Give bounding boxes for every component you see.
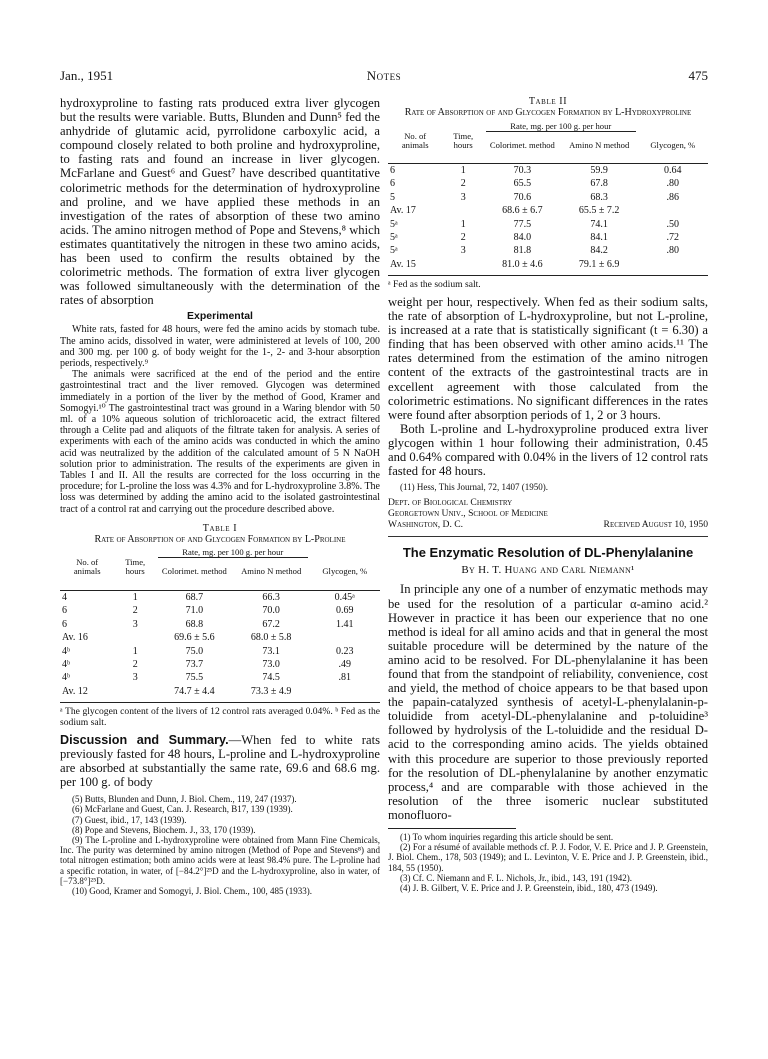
received-date: Received August 10, 1950 xyxy=(603,519,708,531)
table-1-row xyxy=(60,684,380,697)
table-1-cell: 73.0 xyxy=(262,658,280,670)
table-2-cell: 81.8 xyxy=(513,245,532,257)
table-2-cell: Av. 15 xyxy=(390,258,416,270)
table-1-cell: 4ᵇ xyxy=(62,645,71,657)
table-2-cell: 6 xyxy=(390,178,395,190)
table-2-cell: 68.3 xyxy=(590,191,608,203)
table-2-column-header: Time, hours xyxy=(453,130,474,150)
right-column xyxy=(388,96,708,893)
table-1-cell: 71.0 xyxy=(185,605,204,617)
table-2-cell: 5ᵃ xyxy=(390,218,398,230)
footnote-item: (10) Good, Kramer and Somogyi, J. Biol. Chem., 100, 485 (1933). xyxy=(72,886,312,897)
table-1-cell: 73.7 xyxy=(185,658,204,670)
footnote-item: (6) McFarlane and Guest, Can. J. Research, B17, 139 (1939). xyxy=(72,804,293,815)
table-2-column-header: Amino N method xyxy=(569,139,630,150)
table-1-cell: 4 xyxy=(62,591,67,603)
table-2-row xyxy=(388,244,708,257)
table-1-cell: 68.0 ± 5.8 xyxy=(250,632,292,644)
table-1-row xyxy=(60,631,380,644)
table-1-column-header: No. of animals xyxy=(73,557,101,577)
footnote-item: (1) To whom inquiries regarding this article should be sent. xyxy=(400,832,614,843)
table-1-cell xyxy=(114,684,156,697)
table-2-label: Table II xyxy=(528,96,568,107)
table-2-cell: 77.5 xyxy=(513,218,532,230)
table-2-cell: 0.64 xyxy=(664,165,682,177)
table-2-cell xyxy=(442,258,484,271)
table-1-span-header: Rate, mg. per 100 g. per hour xyxy=(158,548,308,558)
table-2-cell: 5ᵃ xyxy=(390,232,398,244)
table-2-cell: 65.5 xyxy=(513,178,532,190)
results-paragraph-2: Both L-proline and L-hydroxyproline produced extra liver glycogen within 1 hour following their administration, 0.45 and 0.64% compared with 0.04% in the livers of 12 control rats fasted for 48 hours. xyxy=(388,421,709,479)
table-1-title: Rate of Absorption of and Glycogen Formation by L-Proline xyxy=(94,533,346,545)
discussion-heading: Discussion and Summary. xyxy=(60,732,229,747)
table-2-cell: .50 xyxy=(666,218,680,230)
table-1-cell: Av. 16 xyxy=(62,632,88,644)
table-1-cell: 75.5 xyxy=(185,672,204,684)
table-2-cell: 2 xyxy=(460,232,466,244)
table-1-row xyxy=(60,590,380,604)
table-2-cell: .72 xyxy=(666,232,680,244)
article-paragraph-1: In principle any one of a number of enzymatic methods may be used for the resolution of a particular α-amino acid.² However in practice it has been our experience that no one method is ideal for all amino acids and that in general the most suitable procedure will be determined by the nature of the amino acid to be resolved. For DL-phenylalanine it has been found that from the standpoint of reliability, convenience, cost and yield, the method of choice appears to be that based upon the papain-catalyzed synthesis of acetyl-L-phenylalanin-p-toluidide from acetyl-DL-phenylalanine and p-toluidine³ followed by hydrolysis of the L-toluidide and the residual D-acid to the corresponding amino acids. The yields obtained with this procedure are superior to those previously reported for the resolution of DL-phenylalanine by another enzymatic process,⁴ and are comparable with those achieved in the resolution of the three isomeric nuclear substituted monofluoro- xyxy=(388,582,708,822)
table-2-cell: 67.8 xyxy=(590,178,608,190)
intro-paragraph: hydroxyproline to fasting rats produced extra liver glycogen but the results were variable. Butts, Blunden and Dunn⁵ fed the anhydride of glutamic acid, pyrrolidone carboxylic acid, a compound closely related to both proline and hydroxyproline, to fasting rats and found an increase in liver glycogen. McFarlane and Guest⁶ and Guest⁷ have described quantitative colorimetric methods for the determination of hydroxyproline and proline, and we have applied these methods in an investigation of the rates of absorption of these two amino acids. The amino nitrogen method of Pope and Stevens,⁸ which estimates quantitatively the nitrogen in these two amino acids, has been used to confirm the results obtained by the colorimetric methods. The formation of extra liver glycogen was followed simultaneously with the determination of the rates of absorption xyxy=(60,96,380,308)
table-2-cell: 1 xyxy=(460,218,466,230)
table-2-cell xyxy=(638,258,708,271)
table-2-cell: 84.1 xyxy=(590,232,608,244)
table-1-cell: 6 xyxy=(62,618,67,630)
table-2-cell: 3 xyxy=(460,191,466,203)
table-1-cell xyxy=(114,631,156,644)
article-authors: By H. T. Huang and Carl Niemann¹ xyxy=(461,564,635,577)
table-1-cell: 1.41 xyxy=(336,618,354,630)
table-2-cell: 2 xyxy=(460,178,466,190)
table-1-cell: 68.7 xyxy=(185,591,204,603)
table-2-cell xyxy=(638,204,708,217)
table-2-row xyxy=(388,231,708,244)
table-1-footnote: ᵃ The glycogen content of the livers of 12 control rats averaged 0.04%. ᵇ Fed as the sodium salt. xyxy=(60,705,380,728)
table-2-cell: .86 xyxy=(666,191,680,203)
table-2-row xyxy=(388,217,708,230)
table-1-cell: 0.45ᵃ xyxy=(334,591,355,603)
table-1-label: Table I xyxy=(202,522,238,534)
table-1-cell: 2 xyxy=(132,658,138,670)
table-2-cell: 68.6 ± 6.7 xyxy=(502,205,543,217)
table-2-row xyxy=(388,191,708,204)
table-1-row xyxy=(60,618,380,631)
table-2-cell: 5 xyxy=(390,191,395,203)
table-1-cell: Av. 12 xyxy=(62,685,88,697)
table-2 xyxy=(388,122,708,272)
table-1-cell: 67.2 xyxy=(262,618,280,630)
table-2-row xyxy=(388,204,708,217)
discussion-text: —When fed to white rats previously fasted for 48 hours, L-proline and L-hydroxyproline are absorbed at substantially the same rate, 69.6 and 68.6 mg. per 100 g. of body xyxy=(60,732,380,790)
table-2-cell: 1 xyxy=(460,165,466,177)
table-2-cell xyxy=(442,204,484,217)
table-2-span-header: Rate, mg. per 100 g. per hour xyxy=(486,122,636,132)
table-2-cell: 79.1 ± 6.9 xyxy=(578,258,620,270)
table-2-title: Rate of Absorption of and Glycogen Formation by L-Hydroxyproline xyxy=(404,107,692,118)
table-2-cell: 70.3 xyxy=(513,165,532,177)
footnote-item: (5) Butts, Blunden and Dunn, J. Biol. Chem., 119, 247 (1937). xyxy=(72,794,297,805)
table-1-cell: 1 xyxy=(132,645,138,657)
table-1-column-header: Amino N method xyxy=(241,566,302,577)
table-1-cell: 4ᵇ xyxy=(62,658,71,670)
table-2-cell: 5ᵃ xyxy=(390,245,398,257)
table-2-cell: Av. 17 xyxy=(390,205,416,217)
table-2-cell: .80 xyxy=(666,178,680,190)
footnote-item: (9) The L-proline and L-hydroxyproline were obtained from Mann Fine Chemicals, Inc. The purity was determined by amino nitrogen (Method of Pope and Stevens⁸) and total nitrogen estimation; both amino acids were at least 98.4% pure. The L-proline had a specific rotation, in water, of [−84.2°]²⁵D and the L-hydroxyproline, also in water, of [−73.8°]²⁵D. xyxy=(60,835,380,886)
table-1-cell: .81 xyxy=(338,672,352,684)
table-1-cell: 3 xyxy=(132,618,138,630)
table-1-cell: 2 xyxy=(132,605,138,617)
table-1-cell xyxy=(310,684,380,697)
table-1-cell: 75.0 xyxy=(185,645,204,657)
experimental-paragraph-2: The animals were sacrificed at the end of the period and the entire gastrointestinal tract and the liver removed. Glycogen was determined immediately in a portion of the liver by the method of Good, Kramer and Somogyi.¹⁰ The gastrointestinal tract was ground in a Waring blendor with 50 ml. of a 10% aqueous solution of trichloroacetic acid, the extract filtered through a Celite pad and aliquots of the filtrate taken for analysis. A series of experiments with each of the amino acids was conducted in which the amino acid was neutralized by the addition of the calculated amount of 5 N NaOH solution prior to administration. The results of the experiments are given in Tables I and II. All the results are corrected for the loss occurring in the procedure; for L-proline the loss was 4.3% and for L-hydroxyproline 3.8%. The loss was determined by adding the amino acid to the isolated gastrointestinal tract of a control rat and carrying out the procedure described above. xyxy=(60,369,380,515)
table-2-cell: 81.0 ± 4.6 xyxy=(502,258,543,270)
table-1-cell: 73.1 xyxy=(262,645,280,657)
affiliation-school: Georgetown Univ., School of Medicine xyxy=(388,508,548,520)
table-1-cell: 0.23 xyxy=(336,645,354,657)
table-1-row xyxy=(60,658,380,671)
table-2-column-header: Glycogen, % xyxy=(650,139,696,150)
table-2-cell: 74.1 xyxy=(590,218,608,230)
table-1-column-header: Time, hours xyxy=(125,557,146,577)
table-1-row xyxy=(60,671,380,684)
table-1 xyxy=(60,548,380,698)
table-1-cell: 73.3 ± 4.9 xyxy=(250,685,292,697)
footnote-item: (3) Cf. C. Niemann and F. L. Nichols, Jr., ibid., 143, 191 (1942). xyxy=(400,872,633,883)
article-divider xyxy=(388,536,708,537)
experimental-paragraph-1: White rats, fasted for 48 hours, were fed the amino acids by stomach tube. The amino acids, dissolved in water, were administered at levels of 100, 200 and 300 mg. per 100 g. of body weight for the 1-, 2- and 3-hour absorption periods, respectively.⁹ xyxy=(60,324,380,370)
table-2-cell: 3 xyxy=(460,245,466,257)
table-2-cell: 65.5 ± 7.2 xyxy=(578,205,620,217)
table-2-cell: 84.2 xyxy=(590,245,608,257)
right-footnotes xyxy=(388,832,708,893)
running-header xyxy=(60,68,708,86)
results-paragraph-1: weight per hour, respectively. When fed as their sodium salts, the rate of absorption of L-hydroxyproline, but not L-proline, is increased at a rate that is statistically significant (t = 6.30) a finding that has been observed with other amino acids.¹¹ The rates determined from the estimation of the amino nitrogen content of the extracts of the gastrointestinal tracts are in excellent agreement with those calculated from the colorimetric estimations. No significant differences in the rates were found after absorption periods of 1, 2 or 3 hours. xyxy=(388,295,708,422)
table-1-cell: 74.7 ± 4.4 xyxy=(174,685,215,697)
table-1-cell: 6 xyxy=(62,605,67,617)
left-column xyxy=(60,96,380,896)
article-title: The Enzymatic Resolution of DL-Phenylalanine xyxy=(402,545,694,561)
table-1-row xyxy=(60,604,380,617)
table-1-column-header: Glycogen, % xyxy=(322,566,368,577)
table-2-cell: 70.6 xyxy=(513,191,532,203)
affiliation-city: Washington, D. C. xyxy=(388,519,464,531)
footnote-item: (2) For a résumé of available methods cf. P. J. Fodor, V. E. Price and J. P. Greenstein, J. Biol. Chem., 178, 503 (1949); and L. Levinton, V. E. Price and J. P. Greenstein, ibid., 184, 55 (1950). xyxy=(388,842,708,873)
table-1-cell: 3 xyxy=(132,672,138,684)
experimental-heading: Experimental xyxy=(187,310,253,323)
table-2-cell: 84.0 xyxy=(513,232,532,244)
footnote-item: (4) J. B. Gilbert, V. E. Price and J. P. Greenstein, ibid., 180, 473 (1949). xyxy=(400,883,658,894)
table-2-column-header: No. of animals xyxy=(401,130,429,150)
table-2-cell: .80 xyxy=(666,245,680,257)
table-1-cell: 66.3 xyxy=(262,591,280,603)
table-1-cell: 0.69 xyxy=(336,605,354,617)
table-2-footnote: ᵃ Fed as the sodium salt. xyxy=(388,279,481,291)
table-2-row xyxy=(388,177,708,190)
table-1-column-header: Colorimet. method xyxy=(161,566,227,577)
table-1-cell xyxy=(310,631,380,644)
footnote-11: (11) Hess, This Journal, 72, 1407 (1950). xyxy=(400,482,548,493)
affiliation-block xyxy=(388,497,708,530)
header-date: Jan., 1951 xyxy=(60,68,114,83)
table-2-column-header: Colorimet. method xyxy=(489,139,555,150)
table-1-row xyxy=(60,644,380,657)
table-1-cell: .49 xyxy=(338,658,352,670)
table-1-cell: 68.8 xyxy=(185,618,204,630)
table-1-cell: 69.6 ± 5.6 xyxy=(174,632,215,644)
table-1-cell: 70.0 xyxy=(262,605,280,617)
left-footnotes xyxy=(60,794,380,896)
header-section: Notes xyxy=(366,68,402,83)
table-2-cell: 6 xyxy=(390,165,395,177)
footnote-item: (7) Guest, ibid., 17, 143 (1939). xyxy=(72,814,187,825)
table-2-row xyxy=(388,163,708,177)
table-2-cell: 59.9 xyxy=(590,165,608,177)
page-number: 475 xyxy=(688,68,708,83)
table-1-cell: 4ᵇ xyxy=(62,672,71,684)
table-1-cell: 74.5 xyxy=(262,672,280,684)
table-2-row xyxy=(388,258,708,271)
table-1-cell: 1 xyxy=(132,591,138,603)
affiliation-dept: Dept. of Biological Chemistry xyxy=(388,497,513,509)
footnote-item: (8) Pope and Stevens, Biochem. J., 33, 170 (1939). xyxy=(72,824,256,835)
